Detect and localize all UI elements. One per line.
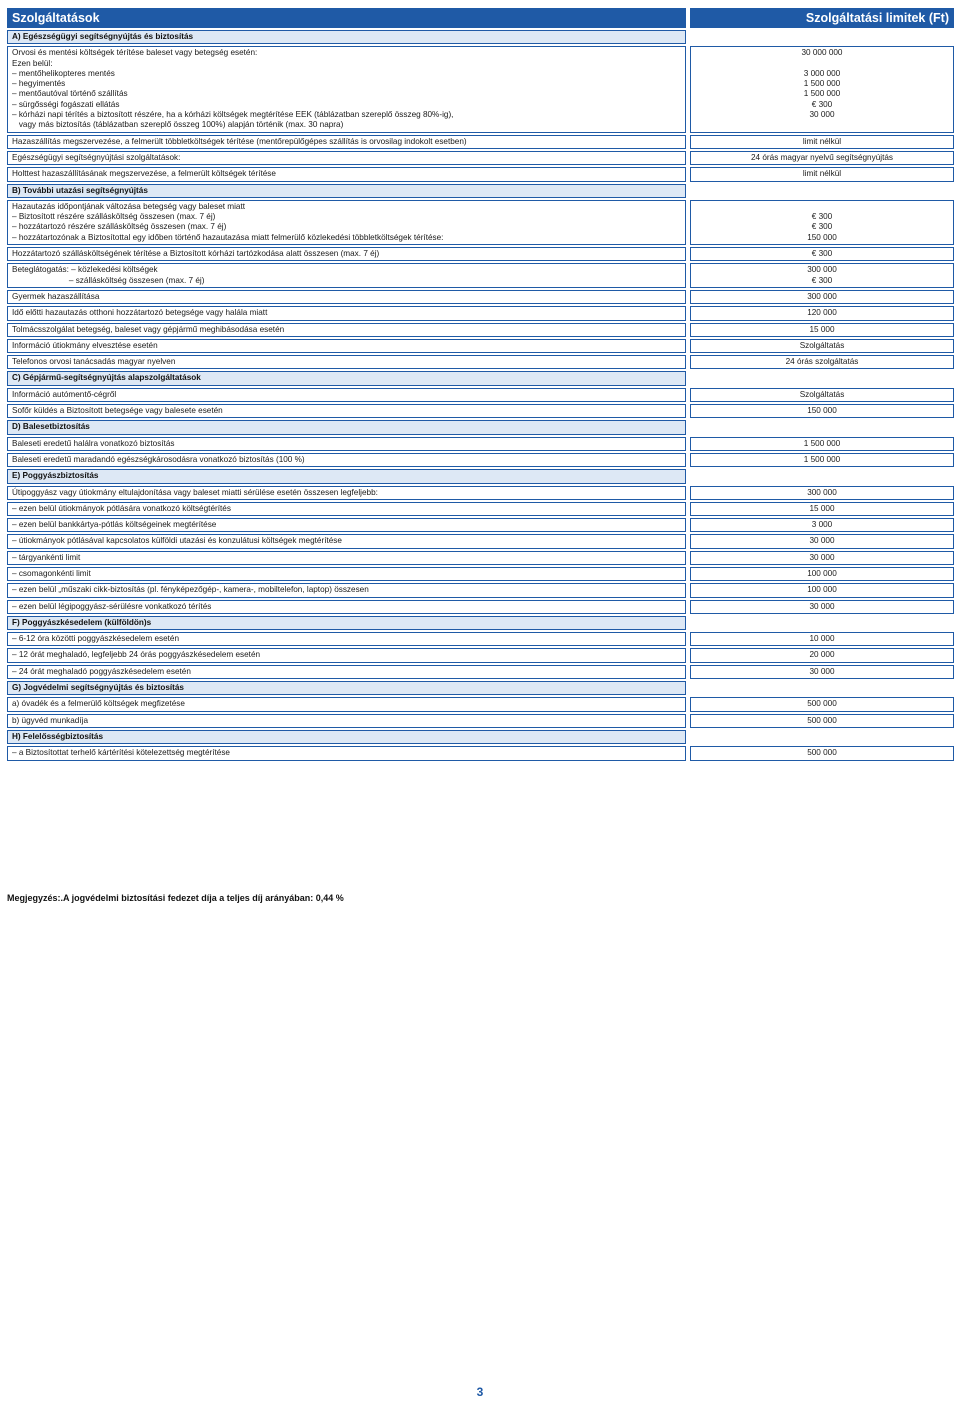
service-description [7, 167, 686, 181]
service-limit [690, 355, 954, 369]
service-description [7, 46, 686, 132]
services-table [7, 6, 954, 763]
table-row [7, 135, 954, 149]
service-limit [690, 551, 954, 565]
service-line: Telefonos orvosi tanácsadás magyar nyelven [12, 357, 176, 367]
service-limit [690, 437, 954, 451]
limit-value: € 300 [811, 99, 833, 109]
service-description [7, 200, 686, 245]
service-line: Baleseti eredetű maradandó egészségkárosodásra vonatkozó biztosítás (100 %) [12, 454, 305, 464]
service-line: – sürgősségi fogászati ellátás [12, 99, 120, 109]
table-row [7, 355, 954, 369]
service-line: Egészségügyi segítségnyújtási szolgáltatások: [12, 152, 181, 162]
limit-value: 30 000 000 [801, 48, 843, 58]
service-line: – mentőhelikopteres mentés [12, 68, 115, 78]
limit-value: € 300 [811, 249, 833, 259]
service-line: Információ autómentő-cégről [12, 389, 117, 399]
section-title: A) Egészségügyi segítségnyújtás és biztosítás [7, 30, 686, 44]
service-limit [690, 648, 954, 662]
service-line: – kórházi napi térítés a biztosított részére, ha a kórházi költségek megtérítése EEK (táblázatban szereplő összeg 80%-ig), [12, 110, 454, 120]
limit-value: € 300 [811, 222, 833, 232]
service-line: Ezen belül: [12, 58, 53, 68]
table-row [7, 486, 954, 500]
service-line: – hozzátartozónak a Biztosítottal egy időben történő hazautazása miatt felmerülő közlekedési többletköltségek térítése: [12, 232, 444, 242]
service-limit [690, 151, 954, 165]
table-row [7, 551, 954, 565]
section-header [7, 469, 954, 483]
table-row [7, 247, 954, 261]
header-limits: Szolgáltatási limitek (Ft) [690, 8, 954, 28]
service-description [7, 600, 686, 614]
service-line: Információ útiokmány elvesztése esetén [12, 340, 158, 350]
limit-value: 20 000 [809, 650, 835, 660]
service-line: Sofőr küldés a Biztosított betegsége vagy balesete esetén [12, 406, 223, 416]
section-header [7, 616, 954, 630]
service-line: a) óvadék és a felmerülő költségek megfizetése [12, 699, 185, 709]
service-line: – útiokmányok pótlásával kapcsolatos külföldi utazási és konzulátusi költségek megtérítése [12, 536, 342, 546]
table-row [7, 534, 954, 548]
service-line: Hazautazás időpontjának változása betegség vagy baleset miatt [12, 201, 246, 211]
table-row [7, 437, 954, 451]
section-title: C) Gépjármű-segítségnyújtás alapszolgáltatások [7, 371, 686, 385]
service-description [7, 632, 686, 646]
service-limit [690, 453, 954, 467]
limit-value: 100 000 [807, 568, 837, 578]
section-title: H) Felelősségbiztosítás [7, 730, 686, 744]
limit-value: € 300 [811, 275, 833, 285]
service-limit [690, 632, 954, 646]
service-description [7, 746, 686, 760]
section-title: F) Poggyászkésedelem (külföldön)s [7, 616, 686, 630]
limit-value [695, 202, 949, 212]
service-line: – tárgyankénti limit [12, 552, 81, 562]
service-line: Idő előtti hazautazás otthoni hozzátartozó betegsége vagy halála miatt [12, 308, 268, 318]
service-description [7, 486, 686, 500]
limit-value: 300 000 [807, 291, 837, 301]
limit-value: € 300 [811, 212, 833, 222]
table-row [7, 404, 954, 418]
table-row [7, 714, 954, 728]
table-row [7, 665, 954, 679]
limit-value: 30 000 [809, 601, 835, 611]
limit-value: 10 000 [809, 634, 835, 644]
service-description [7, 502, 686, 516]
service-limit [690, 46, 954, 132]
limit-value: 150 000 [807, 232, 837, 242]
table-row [7, 151, 954, 165]
service-limit [690, 404, 954, 418]
service-limit [690, 135, 954, 149]
service-limit [690, 486, 954, 500]
service-limit [690, 388, 954, 402]
service-description [7, 135, 686, 149]
service-line: – ezen belül bankkártya-pótlás költségeinek megtérítése [12, 520, 217, 530]
service-description [7, 437, 686, 451]
limit-value: limit nélkül [802, 169, 842, 179]
section-header [7, 420, 954, 434]
limit-value: Szolgáltatás [799, 340, 845, 350]
section-header [7, 681, 954, 695]
limit-value: 24 órás magyar nyelvű segítségnyújtás [751, 152, 893, 162]
service-description [7, 388, 686, 402]
limit-value: 1 500 000 [803, 438, 841, 448]
service-limit [690, 534, 954, 548]
table-row [7, 306, 954, 320]
limit-value: 30 000 [809, 666, 835, 676]
table-row [7, 388, 954, 402]
services-table-container [7, 6, 954, 763]
section-title: B) További utazási segítségnyújtás [7, 184, 686, 198]
service-line: – 24 órát meghaladó poggyászkésedelem esetén [12, 666, 191, 676]
limit-value: 30 000 [809, 552, 835, 562]
table-row [7, 323, 954, 337]
service-description [7, 697, 686, 711]
page-number: 3 [476, 1385, 484, 1399]
table-row [7, 746, 954, 760]
table-row [7, 167, 954, 181]
limit-value: 30 000 [809, 536, 835, 546]
service-description [7, 534, 686, 548]
limit-value: 120 000 [807, 308, 837, 318]
service-limit [690, 600, 954, 614]
limit-value [695, 59, 949, 69]
service-description [7, 247, 686, 261]
service-line: – hegyimentés [12, 79, 66, 89]
service-line: Tolmácsszolgálat betegség, baleset vagy gépjármű meghibásodása esetén [12, 324, 285, 334]
service-limit [690, 714, 954, 728]
service-limit [690, 167, 954, 181]
limit-value: 30 000 [809, 110, 835, 120]
service-description [7, 323, 686, 337]
service-line: – ezen belül légipoggyász-sérülésre vonkatkozó térítés [12, 601, 212, 611]
table-row [7, 502, 954, 516]
service-line: Gyermek hazaszállítása [12, 291, 100, 301]
table-row [7, 263, 954, 288]
service-limit [690, 746, 954, 760]
service-line: Útipoggyász vagy útiokmány eltulajdonítása vagy baleset miatti sérülése esetén összesen legfeljebb: [12, 487, 378, 497]
service-limit [690, 665, 954, 679]
service-description [7, 263, 686, 288]
limit-value: 3 000 [811, 520, 833, 530]
service-line: Beteglátogatás: – közlekedési költségek [12, 265, 158, 275]
service-limit [690, 247, 954, 261]
service-line: vagy más biztosítás (táblázatban szereplő összeg 100%) alapján történik (max. 30 napra) [12, 120, 344, 130]
limit-value: 100 000 [807, 585, 837, 595]
service-line: – 6-12 óra közötti poggyászkésedelem esetén [12, 634, 180, 644]
header-services: Szolgáltatások [7, 8, 686, 28]
service-line: Hazaszállítás megszervezése, a felmerült többletköltségek térítése (mentőrepülőgépes szállítás is orvosilag indokolt esetben) [12, 136, 467, 146]
service-line: – mentőautóval történő szállítás [12, 89, 128, 99]
service-limit [690, 290, 954, 304]
service-limit [690, 339, 954, 353]
service-limit [690, 697, 954, 711]
limit-value: 15 000 [809, 324, 835, 334]
table-row [7, 339, 954, 353]
service-description [7, 665, 686, 679]
table-row [7, 290, 954, 304]
service-description [7, 290, 686, 304]
footnote: Megjegyzés:.A jogvédelmi biztosítási fedezet díja a teljes díj arányában: 0,44 % [7, 893, 344, 903]
service-description [7, 583, 686, 597]
service-description [7, 453, 686, 467]
service-description [7, 151, 686, 165]
service-line: – 12 órát meghaladó, legfeljebb 24 órás poggyászkésedelem esetén [12, 650, 261, 660]
limit-value: 1 500 000 [803, 454, 841, 464]
service-description [7, 355, 686, 369]
limit-value: 300 000 [807, 487, 837, 497]
service-line: – csomagonkénti limit [12, 568, 91, 578]
service-limit [690, 323, 954, 337]
table-row [7, 518, 954, 532]
service-limit [690, 567, 954, 581]
service-description [7, 339, 686, 353]
section-header [7, 730, 954, 744]
limit-value: 300 000 [807, 265, 837, 275]
service-limit [690, 306, 954, 320]
section-header [7, 371, 954, 385]
section-header [7, 30, 954, 44]
table-row [7, 648, 954, 662]
service-description [7, 648, 686, 662]
section-title: G) Jogvédelmi segítségnyújtás és biztosítás [7, 681, 686, 695]
service-limit [690, 200, 954, 245]
service-line: Holttest hazaszállításának megszervezése, a felmerült költségek térítése [12, 169, 276, 179]
service-line: Orvosi és mentési költségek térítése baleset vagy betegség esetén: [12, 48, 258, 58]
service-description [7, 306, 686, 320]
table-row [7, 453, 954, 467]
service-line: – Biztosított részére szállásköltség összesen (max. 7 éj) [12, 212, 216, 222]
service-line: – ezen belül útiokmányok pótlására vonatkozó költségtérítés [12, 503, 231, 513]
limit-value: Szolgáltatás [799, 389, 845, 399]
service-line: – hozzátartozó részére szállásköltség összesen (max. 7 éj) [12, 222, 227, 232]
limit-value: 3 000 000 [803, 68, 841, 78]
table-row [7, 583, 954, 597]
limit-value: 500 000 [807, 699, 837, 709]
limit-value: 24 órás szolgáltatás [785, 357, 859, 367]
limit-value: 150 000 [807, 406, 837, 416]
service-line: – szállásköltség összesen (max. 7 éj) [12, 275, 205, 285]
table-row [7, 632, 954, 646]
limit-value: 15 000 [809, 503, 835, 513]
service-line: Baleseti eredetű halálra vonatkozó biztosítás [12, 438, 175, 448]
table-row [7, 697, 954, 711]
service-limit [690, 263, 954, 288]
service-description [7, 404, 686, 418]
service-description [7, 551, 686, 565]
service-limit [690, 518, 954, 532]
service-limit [690, 502, 954, 516]
section-title: D) Balesetbiztosítás [7, 420, 686, 434]
table-row [7, 600, 954, 614]
service-line: – ezen belül „műszaki cikk-biztosítás (pl. fényképezőgép-, kamera-, mobiltelefon, laptop) összesen [12, 585, 369, 595]
limit-value: 1 500 000 [803, 89, 841, 99]
limit-value: 1 500 000 [803, 79, 841, 89]
section-title: E) Poggyászbiztosítás [7, 469, 686, 483]
limit-value: limit nélkül [802, 136, 842, 146]
table-row [7, 200, 954, 245]
limit-value [695, 120, 949, 130]
service-line: Hozzátartozó szállásköltségének térítése a Biztosított kórházi tartózkodása alatt összesen (max. 7 éj) [12, 249, 380, 259]
section-header [7, 184, 954, 198]
limit-value: 500 000 [807, 748, 837, 758]
service-line: – a Biztosítottat terhelő kártérítési kötelezettség megtérítése [12, 748, 230, 758]
table-header [7, 8, 954, 28]
table-row [7, 567, 954, 581]
table-row [7, 46, 954, 132]
service-description [7, 714, 686, 728]
service-description [7, 567, 686, 581]
service-line: b) ügyvéd munkadíja [12, 715, 89, 725]
limit-value: 500 000 [807, 715, 837, 725]
service-description [7, 518, 686, 532]
service-limit [690, 583, 954, 597]
